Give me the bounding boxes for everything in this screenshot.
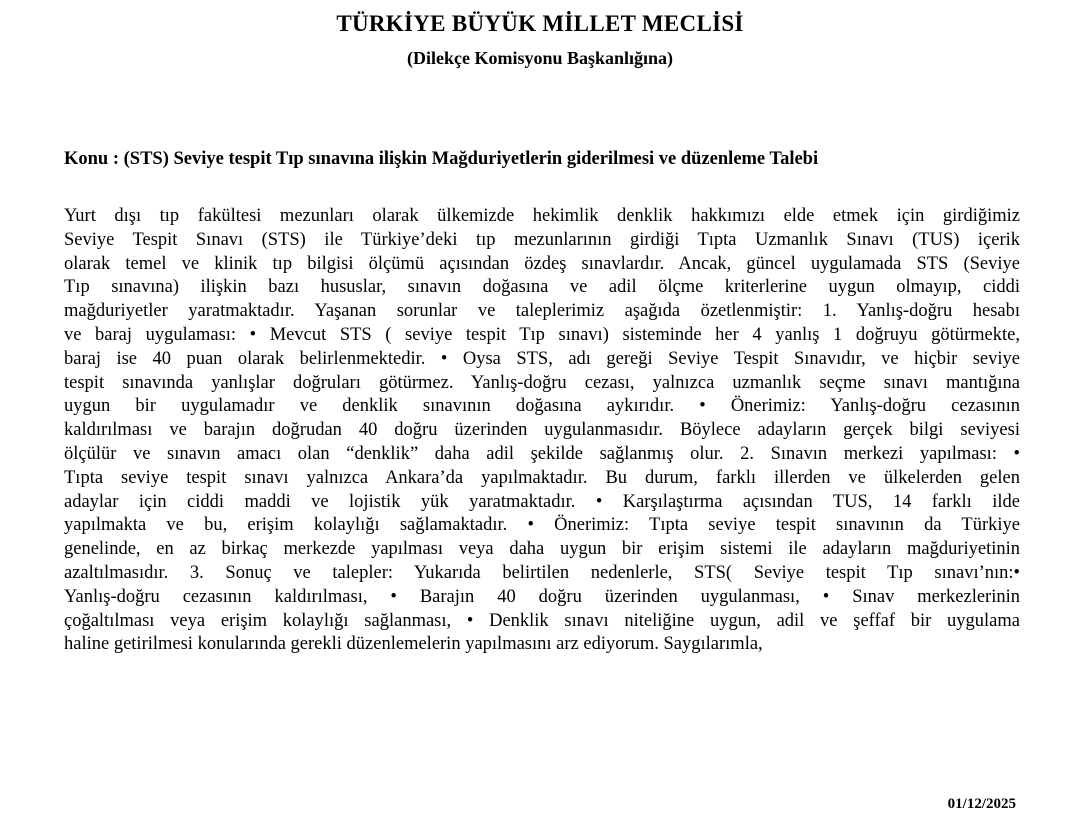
body-line: baraj ise 40 puan olarak belirlenmektedir. • Oysa STS, adı gereği Seviye Tespit Sınavıdır, ve hiçbir seviye: [64, 348, 1020, 369]
body-line: haline getirilmesi konularında gerekli düzenlemelerin yapılmasını arz ediyorum. Saygılarımla,: [64, 634, 763, 655]
body-line: uygun bir uygulamadır ve denklik sınavının doğasına aykırıdır. • Önerimiz: Yanlış-doğru cezasının: [64, 396, 1020, 417]
body-line: Seviye Tespit Sınavı (STS) ile Türkiye’deki tıp mezunlarının girdiği Tıpta Uzmanlık Sınavı (TUS) içerik: [64, 229, 1020, 250]
body-line: genelinde, en az birkaç merkezde yapılması veya daha uygun bir erişim sistemi ile adayların mağduriyetinin: [64, 539, 1020, 560]
body-line: Tıpta seviye tespit sınavı yalnızca Ankara’da yapılmaktadır. Bu durum, farklı illerden ve ülkelerden gelen: [64, 467, 1020, 488]
body-line: ve baraj uygulaması: • Mevcut STS ( seviye tespit Tıp sınavı) sisteminde her 4 yanlış 1 doğruyu götürmekte,: [64, 324, 1020, 345]
body-line: mağduriyetler yaratmaktadır. Yaşanan sorunlar ve taleplerimiz aşağıda özetlenmiştir: 1. Yanlış-doğru hesabı: [64, 301, 1020, 322]
body-line: Yurt dışı tıp fakültesi mezunları olarak ülkemizde hekimlik denklik hakkımızı elde etmek için girdiğimiz: [64, 206, 1020, 226]
body-line: adaylar için ciddi maddi ve lojistik yük yaratmaktadır. • Karşılaştırma açısından TUS, 14 farklı ilde: [64, 491, 1020, 512]
body-line: çoğaltılması veya erişim kolaylığı sağlanması, • Denklik sınavı niteliğine uygun, adil ve şeffaf bir uygulama: [64, 610, 1020, 631]
petition-body: [64, 205, 1020, 657]
page-subtitle: (Dilekçe Komisyonu Başkanlığına): [406, 48, 674, 68]
body-line: azaltılmasıdır. 3. Sonuç ve talepler: Yukarıda belirtilen nedenlerle, STS( Seviye tespit Tıp sınavı’nın:•: [64, 562, 1020, 583]
body-line: tespit sınavında yanlışlar doğruları götürmez. Yanlış-doğru cezası, yalnızca uzmanlık seçme sınavı mantığına: [64, 372, 1020, 393]
body-line: kaldırılması ve barajın doğrudan 40 doğru üzerinden uygulanmasıdır. Böylece adayların gerçek bilgi seviyesi: [64, 420, 1020, 441]
document-date: 01/12/2025: [947, 796, 1016, 812]
body-line: yapılmakta ve bu, erişim kolaylığı sağlamaktadır. • Önerimiz: Tıpta seviye tespit sınavının da Türkiye: [64, 515, 1020, 536]
subject-line: Konu : (STS) Seviye tespit Tıp sınavına ilişkin Mağduriyetlerin giderilmesi ve düzenleme Talebi: [64, 149, 819, 169]
page-title: TÜRKİYE BÜYÜK MİLLET MECLİSİ: [336, 11, 744, 36]
body-line: Yanlış-doğru cezasının kaldırılması, • Barajın 40 doğru üzerinden uygulanması, • Sınav merkezlerinin: [64, 586, 1020, 607]
body-line: olarak temel ve klinik tıp bilgisi ölçümü açısından özdeş sınavlardır. Ancak, güncel uygulamada STS (Seviye: [64, 253, 1020, 274]
body-line: ölçülür ve sınavın amacı olan “denklik” daha adil şekilde sağlanmış olur. 2. Sınavın merkezi yapılması: •: [64, 443, 1020, 464]
body-line: Tıp sınavına) ilişkin bazı hususlar, sınavın doğasına ve adil ölçme kriterlerine uygun olmayıp, ciddi: [64, 277, 1020, 298]
